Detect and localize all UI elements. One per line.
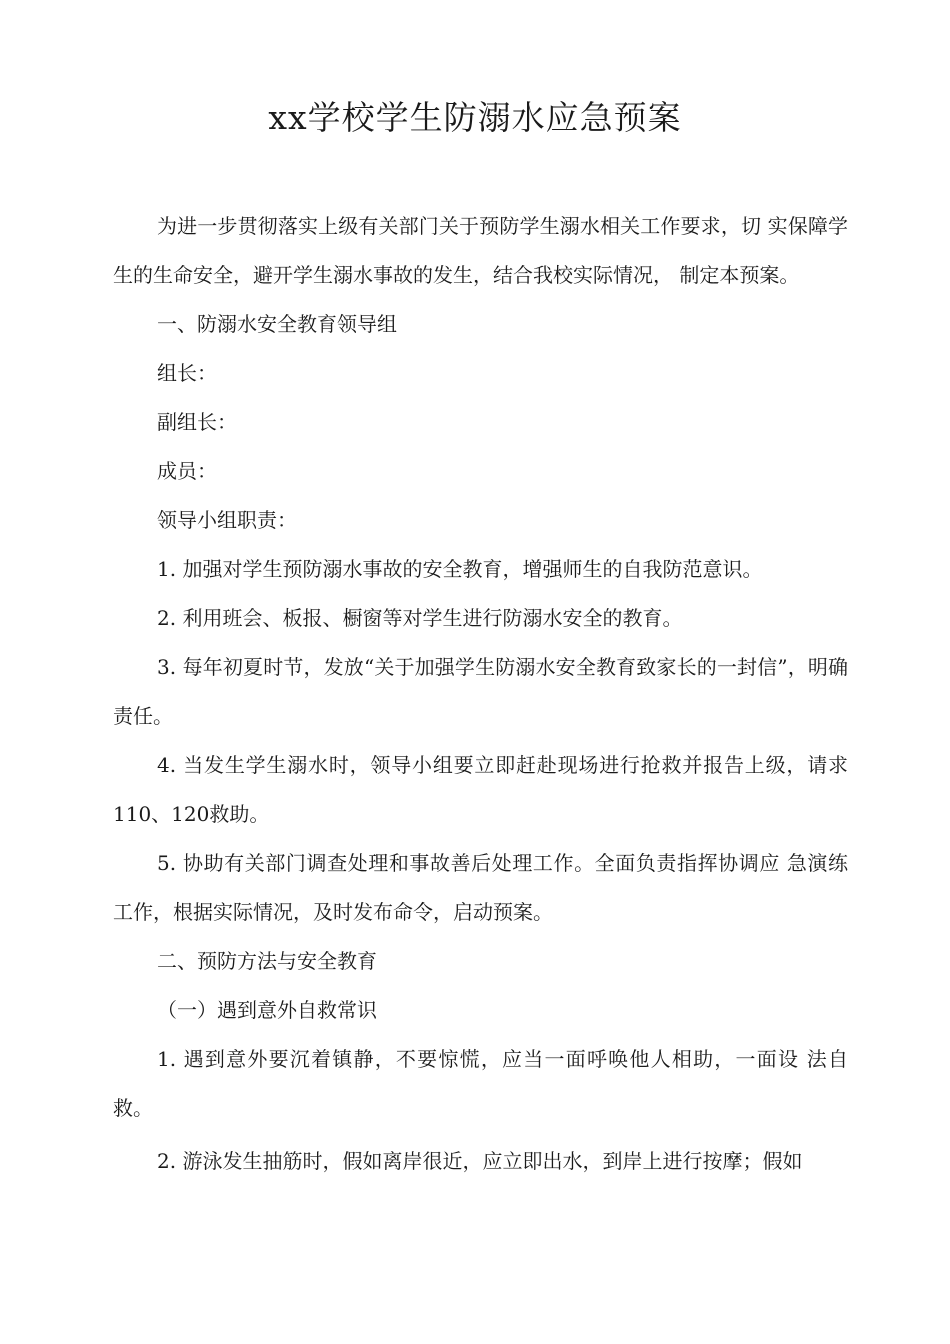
duty-item-2: 2. 利用班会、板报、橱窗等对学生进行防溺水安全的教育。 <box>157 606 683 630</box>
field-members: 成员： <box>157 459 217 483</box>
self-rescue-item-1: 1. 遇到意外要沉着镇静，不要惊慌，应当一面呼唤他人相助，一面设 法自救。 <box>113 1047 848 1120</box>
duties-heading: 领导小组职责： <box>157 508 297 532</box>
duty-item-1: 1. 加强对学生预防溺水事故的安全教育，增强师生的自我防范意识。 <box>157 557 763 581</box>
section-heading-leadership: 一、防溺水安全教育领导组 <box>157 312 397 336</box>
field-deputy-leader: 副组长： <box>157 410 237 434</box>
duty-item-3: 3. 每年初夏时节，发放“关于加强学生防溺水安全教育致家长的一封信”，明确责任。 <box>113 655 848 728</box>
duty-item-5: 5. 协助有关部门调查处理和事故善后处理工作。全面负责指挥协调应 急演练工作，根据实际情况，及时发布命令，启动预案。 <box>113 851 848 924</box>
document-body <box>113 202 848 1186</box>
self-rescue-item-2: 2. 游泳发生抽筋时，假如离岸很近，应立即出水，到岸上进行按摩；假如 <box>157 1149 803 1173</box>
subsection-heading-self-rescue: （一）遇到意外自救常识 <box>157 998 377 1022</box>
section-heading-prevention: 二、预防方法与安全教育 <box>157 949 377 973</box>
intro-paragraph: 为进一步贯彻落实上级有关部门关于预防学生溺水相关工作要求，切 实保障学生的生命安全，避开学生溺水事故的发生，结合我校实际情况， 制定本预案。 <box>113 214 848 287</box>
field-leader: 组长： <box>157 361 217 385</box>
duty-item-4: 4. 当发生学生溺水时，领导小组要立即赶赴现场进行抢救并报告上级，请求110、120救助。 <box>113 753 848 826</box>
document-title: xx学校学生防溺水应急预案 <box>268 98 682 137</box>
